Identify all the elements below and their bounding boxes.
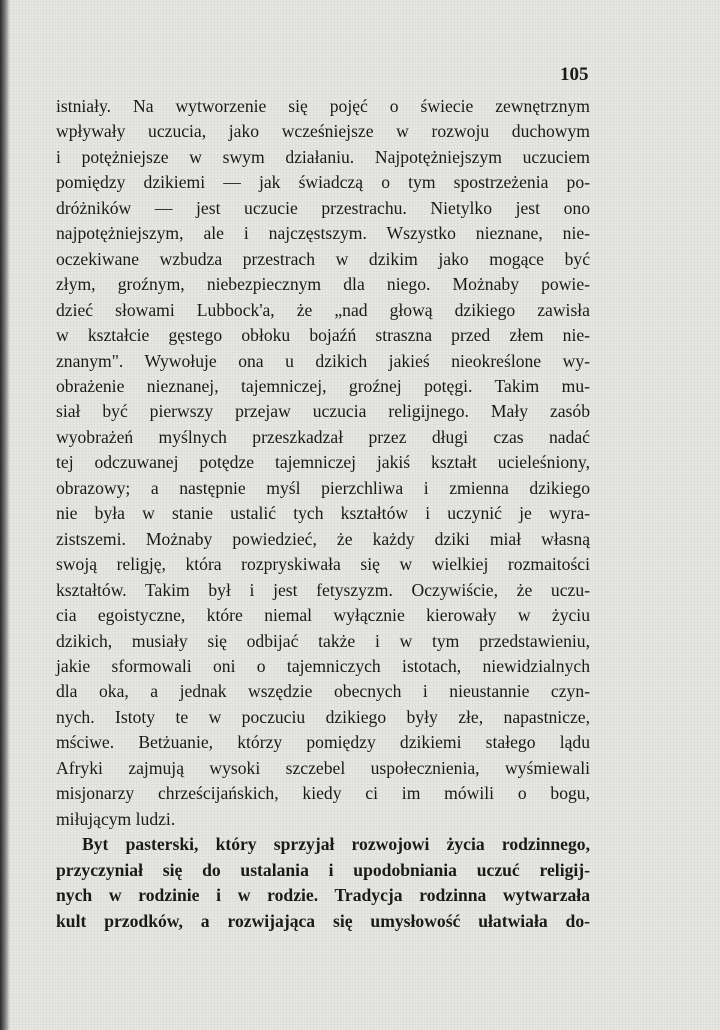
text-line: jakie sformowali oni o tajemniczych istotach, niewidzialnych	[56, 655, 590, 676]
text-line: istniały. Na wytworzenie się pojęć o świecie zewnętrznym	[56, 96, 590, 116]
text-line: i potężniejsze w swym działaniu. Najpotężniejszym uczuciem	[56, 146, 590, 167]
text-line: wpływały uczucia, jako wcześniejsze w rozwoju duchowym	[56, 121, 590, 142]
text-line: tej odczuwanej potędze tajemniczej jakiś kształt ucieleśniony,	[56, 452, 590, 473]
text-line: nie była w stanie ustalić tych kształtów i uczynić je wyra-	[56, 503, 590, 524]
text-line: najpotężniejszym, ale i najczęstszym. Wszystko nieznane, nie-	[56, 223, 590, 244]
text-line: kształtów. Takim był i jest fetyszyzm. Oczywiście, że uczu-	[56, 579, 590, 600]
text-line: dzieć słowami Lubbock'a, że „nad głową dzikiego zawisła	[56, 299, 590, 320]
text-line: przyczyniał się do ustalania i upodobniania uczuć religij-	[56, 859, 590, 880]
text-line: wyobrażeń myślnych przeszkadzał przez długi czas nadać	[56, 426, 590, 447]
binding-shadow	[0, 0, 10, 1030]
text-line: cia egoistyczne, które niemal wyłącznie kierowały w życiu	[56, 605, 590, 626]
text-line: dzikich, musiały się odbijać także i w tym przedstawieniu,	[56, 630, 590, 651]
text-line: dla oka, a jednak wszędzie obecnych i nieustannie czyn-	[56, 681, 590, 702]
text-line: nych. Istoty te w poczuciu dzikiego były złe, napastnicze,	[56, 706, 590, 727]
text-line: kult przodków, a rozwijająca się umysłowość ułatwiała do-	[56, 910, 590, 931]
text-line: misjonarzy chrześcijańskich, kiedy ci im mówili o bogu,	[56, 783, 590, 804]
text-line: dróżników — jest uczucie przestrachu. Nietylko jest ono	[56, 197, 590, 218]
page-number: 105	[560, 64, 589, 85]
text-line: Afryki zajmują wysoki szczebel uspołecznienia, wyśmiewali	[56, 757, 590, 778]
text-line: oczekiwane wzbudza przestrach w dzikim jako mogące być	[56, 248, 590, 269]
text-line: znanym". Wywołuje ona u dzikich jakieś nieokreślone wy-	[56, 350, 590, 371]
paragraph-1	[56, 94, 590, 832]
text-line: nych w rodzinie i w rodzie. Tradycja rodzinna wytwarzała	[56, 885, 590, 906]
text-line: mściwe. Betżuanie, którzy pomiędzy dzikiemi stałego lądu	[56, 732, 590, 753]
text-line: miłującym ludzi.	[56, 808, 176, 829]
text-line: pomiędzy dzikiemi — jak świadczą o tym spostrzeżenia po-	[56, 172, 590, 193]
text-line: obrażenie nieznanej, tajemniczej, groźnej potęgi. Takim mu-	[56, 375, 590, 396]
text-line: zistszemi. Możnaby powiedzieć, że każdy dziki miał własną	[56, 528, 590, 549]
text-line: złym, groźnym, niebezpiecznym dla niego. Możnaby powie-	[56, 274, 590, 295]
text-line: w kształcie gęstego obłoku bojaźń straszna przed złem nie-	[56, 325, 590, 346]
body-text	[56, 94, 590, 934]
text-line: swoją religję, która rozpryskiwała się w wielkiej rozmaitości	[56, 554, 590, 575]
paragraph-2	[56, 832, 590, 934]
text-line: obrazowy; a następnie myśl pierzchliwa i zmienna dzikiego	[56, 477, 590, 498]
text-line: siał być pierwszy przejaw uczucia religijnego. Mały zasób	[56, 401, 590, 422]
text-line: Byt pasterski, który sprzyjał rozwojowi życia rodzinnego,	[82, 834, 590, 855]
